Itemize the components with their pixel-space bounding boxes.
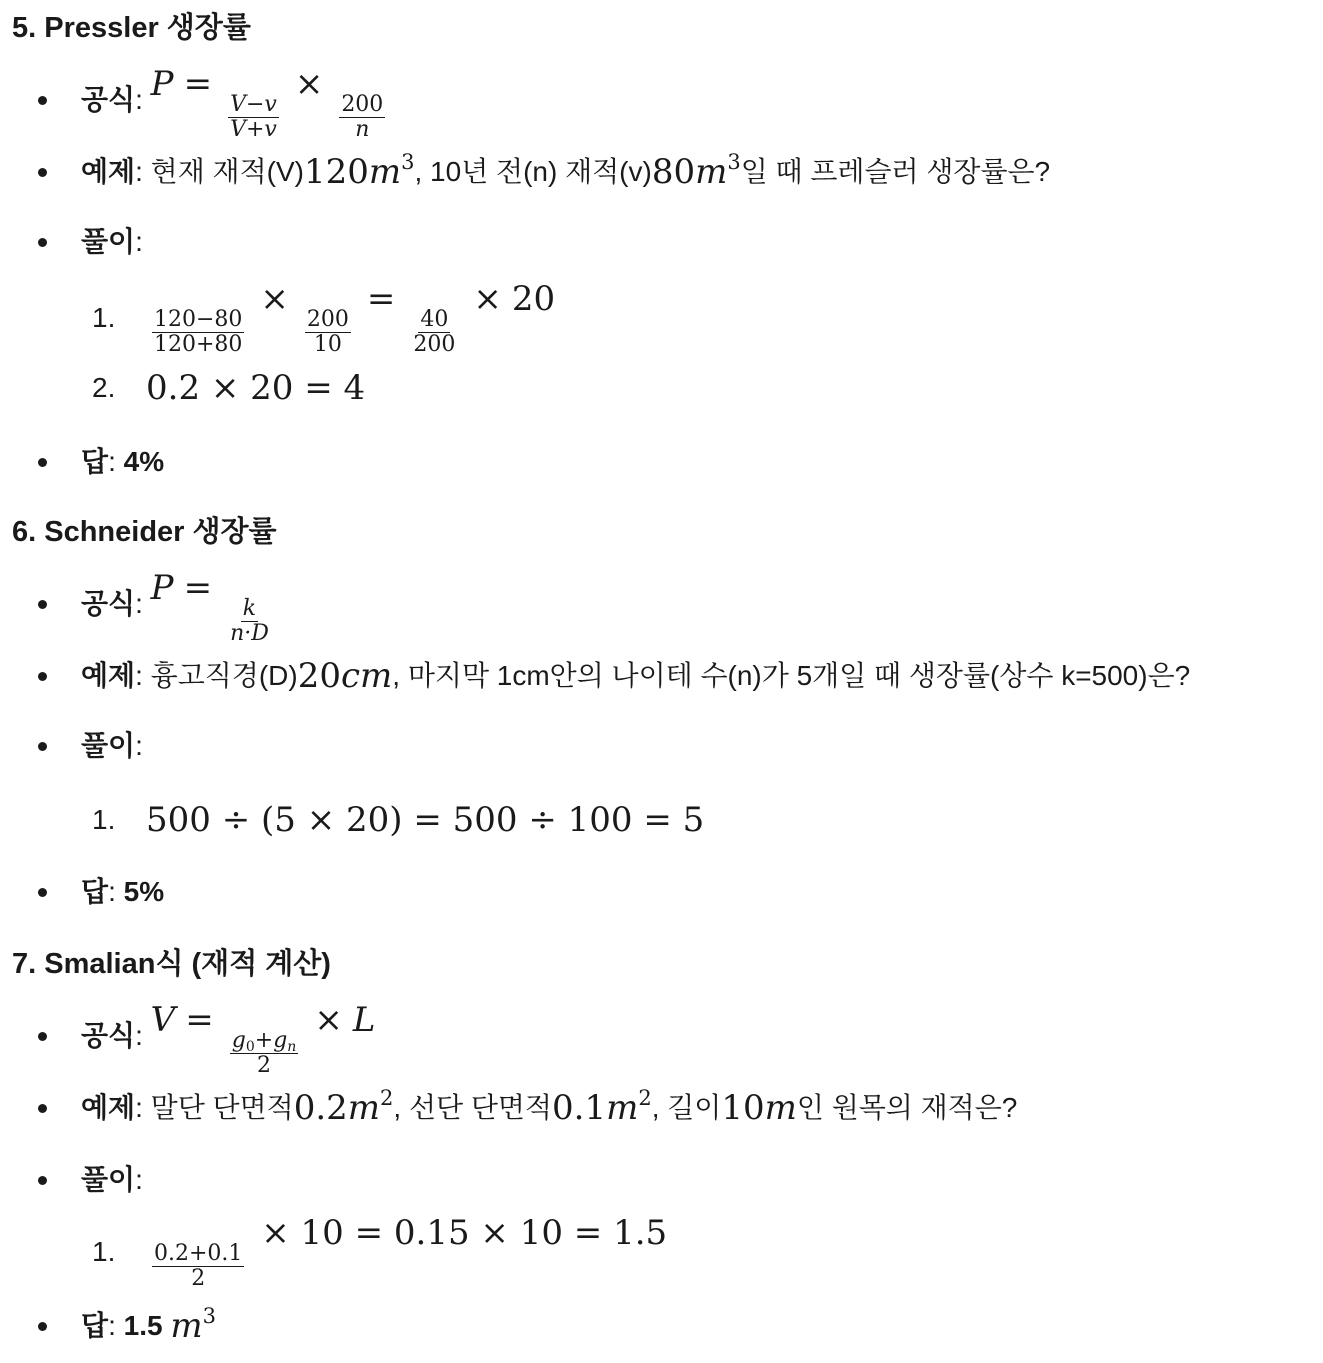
formula-math: V = $\frac{g_0+g_n}{2}$ × L — [150, 1000, 376, 1078]
formula-math: P = $\frac{V-v}{V+v}$ × $\frac{200}{n}$ — [150, 64, 384, 142]
example-label: 예제 — [81, 156, 136, 187]
section-title-pressler: 5. Pressler 생장률 — [12, 12, 251, 44]
bullet-icon — [38, 742, 47, 751]
fraction: $\frac{200}{10}$ — [306, 307, 349, 357]
bullet-icon — [38, 888, 47, 897]
solution-step: 2. 0.2 × 20 = 4 — [92, 368, 366, 408]
example-label: 예제 — [81, 1092, 136, 1123]
example-item: 예제 : 현재 재적(V) $120m^3$ , 10년 전(n) 재적(v) $80m^3$ 일 때 프레슬러 생장률은? — [38, 146, 1050, 198]
step-number: 1. — [92, 804, 116, 835]
solution-label: 풀이 — [81, 226, 136, 257]
fraction: $\frac{120-80}{120+80}$ — [154, 307, 243, 357]
step-number: 2. — [92, 372, 116, 403]
formula-item: 공식 : P = $\frac{V-v}{V+v}$ × $\frac{200}{n}$ — [38, 74, 391, 126]
formula-label: 공식 — [81, 1020, 136, 1051]
formula-label: 공식 — [81, 84, 136, 115]
bullet-icon — [38, 1032, 47, 1041]
bullet-icon — [38, 1176, 47, 1185]
step-number: 1. — [92, 302, 116, 333]
answer-item: 답 : 5% — [38, 866, 164, 918]
bullet-icon — [38, 458, 47, 467]
fraction: $\frac{0.2+0.1}{2}$ — [154, 1241, 243, 1291]
answer-item: 답 : 1.5 $m^3$ — [38, 1300, 216, 1352]
solution-item: 풀이 : — [38, 216, 143, 268]
step-number: 1. — [92, 1236, 116, 1267]
answer-value: 5% — [123, 876, 165, 907]
answer-label: 답 — [81, 876, 109, 907]
formula-label: 공식 — [81, 588, 136, 619]
answer-label: 답 — [81, 446, 109, 477]
answer-label: 답 — [81, 1310, 109, 1341]
bullet-icon — [38, 600, 47, 609]
bullet-icon — [38, 672, 47, 681]
fraction: $\frac{V-v}{V+v}$ — [230, 92, 277, 142]
answer-unit: $m^3$ — [170, 1304, 216, 1346]
answer-item: 답 : 4% — [38, 436, 164, 488]
formula-item: 공식 : P = $\frac{k}{n\cdot D}$ — [38, 578, 277, 630]
solution-label: 풀이 — [81, 1164, 136, 1195]
solution-step: 1. 500 ÷ (5 × 20) = 500 ÷ 100 = 5 — [92, 800, 705, 840]
fraction: $\frac{k}{n\cdot D}$ — [230, 596, 269, 646]
solution-label: 풀이 — [81, 730, 136, 761]
bullet-icon — [38, 1322, 47, 1331]
solution-item: 풀이 : — [38, 1154, 143, 1206]
solution-item: 풀이 : — [38, 720, 143, 772]
answer-value: 1.5 — [123, 1310, 163, 1341]
bullet-icon — [38, 96, 47, 105]
formula-item: 공식 : V = $\frac{g_0+g_n}{2}$ × L — [38, 1010, 375, 1062]
example-item: 예제 : 흉고직경(D) 20cm , 마지막 1cm안의 나이테 수(n)가 5개일 때 생장률(상수 k=500)은? — [38, 650, 1190, 702]
solution-step: 1. $\frac{0.2+0.1}{2}$ × 10 = 0.15 × 10 = 1.5 — [92, 1213, 668, 1291]
example-label: 예제 — [81, 660, 136, 691]
formula-math: P = $\frac{k}{n\cdot D}$ — [150, 568, 269, 646]
section-title-smalian: 7. Smalian식 (재적 계산) — [12, 948, 331, 980]
fraction: $\frac{40}{200}$ — [413, 307, 456, 357]
bullet-icon — [38, 168, 47, 177]
bullet-icon — [38, 238, 47, 247]
bullet-icon — [38, 1104, 47, 1113]
section-title-schneider: 6. Schneider 생장률 — [12, 516, 277, 548]
answer-value: 4% — [123, 446, 165, 477]
example-item: 예제 : 말단 단면적 $0.2m^2$ , 선단 단면적 $0.1m^2$ , 길이 10m 인 원목의 재적은? — [38, 1082, 1017, 1134]
solution-step: 1. $\frac{120-80}{120+80}$ × $\frac{200}{10}$ = $\frac{40}{200}$ × 20 — [92, 279, 556, 357]
fraction: $\frac{g_0+g_n}{2}$ — [231, 1028, 297, 1078]
fraction: $\frac{200}{n}$ — [341, 92, 384, 142]
